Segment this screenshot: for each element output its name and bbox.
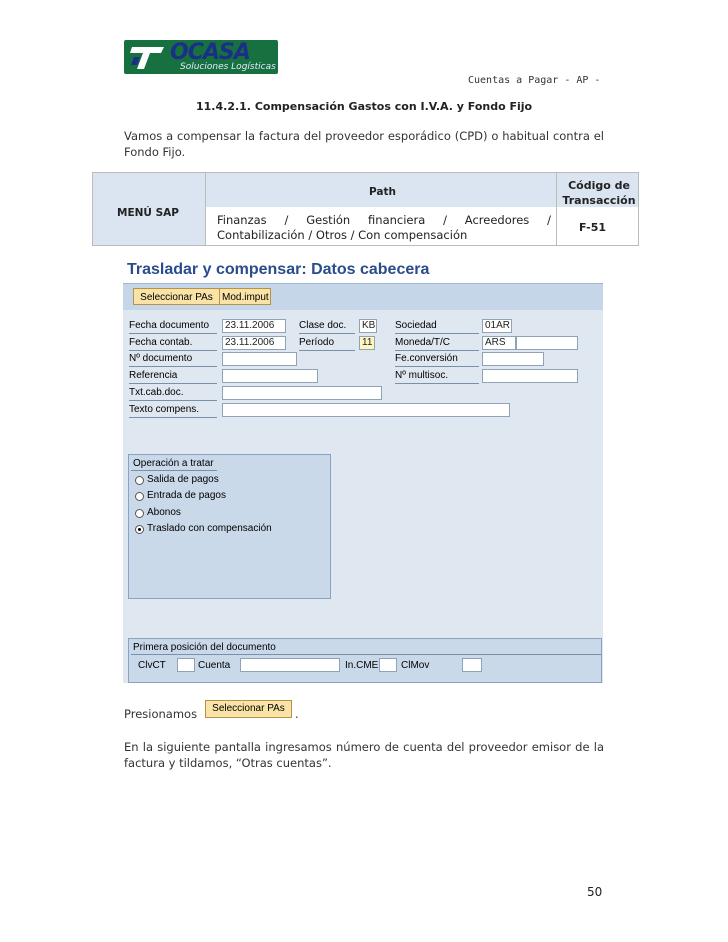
sap-toolbar (123, 283, 603, 310)
label-underline (129, 383, 217, 384)
radio-label: Traslado con compensación (147, 523, 272, 534)
label-underline (129, 333, 217, 334)
label-underline (129, 417, 217, 418)
moneda-label: Moneda/T/C (395, 337, 451, 348)
n-documento-field[interactable] (222, 352, 297, 366)
periodo-label: Período (299, 337, 335, 348)
menu-sap-table (92, 172, 639, 246)
fecha-documento-field[interactable]: 23.11.2006 (222, 319, 286, 333)
label-underline (129, 400, 217, 401)
label-underline (299, 333, 355, 334)
header-section: Cuentas a Pagar - AP - (468, 75, 601, 86)
n-documento-label: Nº documento (129, 353, 193, 364)
radio-abonos[interactable] (135, 509, 144, 518)
in-cme-field[interactable] (379, 658, 397, 672)
fecha-contab-label: Fecha contab. (129, 337, 193, 348)
select-pas-button[interactable]: Seleccionar PAs (133, 288, 220, 305)
sociedad-field[interactable]: 01AR (482, 319, 512, 333)
logo-subtitle: Soluciones Logísticas (180, 62, 276, 72)
sap-screen-title: Trasladar y compensar: Datos cabecera (127, 261, 430, 278)
sentence-period: . (295, 707, 299, 721)
label-underline (129, 350, 217, 351)
txt-cab-doc-label: Txt.cab.doc. (129, 387, 184, 398)
next-paragraph: En la siguiente pantalla ingresamos número de cuenta del proveedor emisor de la factura y tildamos, “Otras cuentas”. (124, 740, 604, 770)
label-underline (395, 333, 479, 334)
texto-compens-label: Texto compens. (129, 404, 200, 415)
path-value: Finanzas / Gestión financiera / Acreedores / Contabilización / Otros / Con compensación (217, 213, 551, 242)
sap-screen (123, 259, 603, 683)
sociedad-label: Sociedad (395, 320, 437, 331)
presionamos-text: Presionamos (124, 707, 198, 721)
cuenta-field[interactable] (240, 658, 340, 672)
clmov-field[interactable] (462, 658, 482, 672)
ocasa-logo (124, 40, 278, 74)
menu-sap-label: MENÚ SAP (117, 207, 179, 219)
code-header: Código de Transacción (562, 179, 636, 207)
label-underline (129, 366, 217, 367)
primera-posicion-group (128, 638, 602, 683)
referencia-field[interactable] (222, 369, 318, 383)
clmov-label: ClMov (401, 660, 430, 671)
clvct-field[interactable] (177, 658, 195, 672)
moneda-field[interactable]: ARS (482, 336, 516, 350)
referencia-label: Referencia (129, 370, 178, 381)
fecha-contab-field[interactable]: 23.11.2006 (222, 336, 286, 350)
texto-compens-field[interactable] (222, 403, 510, 417)
section-title: 11.4.2.1. Compensación Gastos con I.V.A. y Fondo Fijo (196, 100, 533, 113)
operacion-group (128, 454, 331, 599)
group-title-underline (131, 470, 217, 471)
tipo-cambio-field[interactable] (516, 336, 578, 350)
page-number: 50 (587, 885, 603, 899)
label-underline (395, 383, 479, 384)
radio-label: Abonos (147, 507, 181, 518)
intro-paragraph: Vamos a compensar la factura del proveedor esporádico (CPD) o habitual contra el Fondo Fijo. (124, 129, 604, 159)
group-title-underline (131, 654, 601, 655)
label-underline (395, 350, 479, 351)
periodo-field[interactable]: 11 (359, 336, 375, 350)
txt-cab-doc-field[interactable] (222, 386, 382, 400)
n-multisoc-field[interactable] (482, 369, 578, 383)
table-divider (556, 173, 557, 245)
in-cme-label: In.CME (345, 660, 379, 671)
logo-name: OCASA (170, 40, 250, 65)
mod-imput-button[interactable]: Mod.imput (219, 288, 271, 305)
clvct-label: ClvCT (138, 660, 166, 671)
select-pas-inline-button[interactable]: Seleccionar PAs (205, 700, 292, 718)
radio-label: Entrada de pagos (147, 490, 226, 501)
table-divider (205, 173, 206, 245)
logo-mark-icon (128, 43, 168, 71)
cuenta-label: Cuenta (198, 660, 231, 671)
radio-traslado-compensacion[interactable] (135, 525, 144, 534)
label-underline (299, 350, 355, 351)
label-underline (395, 366, 479, 367)
clase-doc-label: Clase doc. (299, 320, 347, 331)
clase-doc-field[interactable]: KB (359, 319, 377, 333)
path-header: Path (369, 186, 396, 198)
radio-salida-pagos[interactable] (135, 476, 144, 485)
transaction-code: F-51 (579, 221, 607, 234)
primera-posicion-title: Primera posición del documento (133, 642, 276, 653)
operacion-title: Operación a tratar (133, 458, 214, 469)
radio-label: Salida de pagos (147, 474, 219, 485)
fecha-documento-label: Fecha documento (129, 320, 210, 331)
n-multisoc-label: Nº multisoc. (395, 370, 449, 381)
radio-entrada-pagos[interactable] (135, 492, 144, 501)
fe-conversion-label: Fe.conversión (395, 353, 458, 364)
fe-conversion-field[interactable] (482, 352, 544, 366)
